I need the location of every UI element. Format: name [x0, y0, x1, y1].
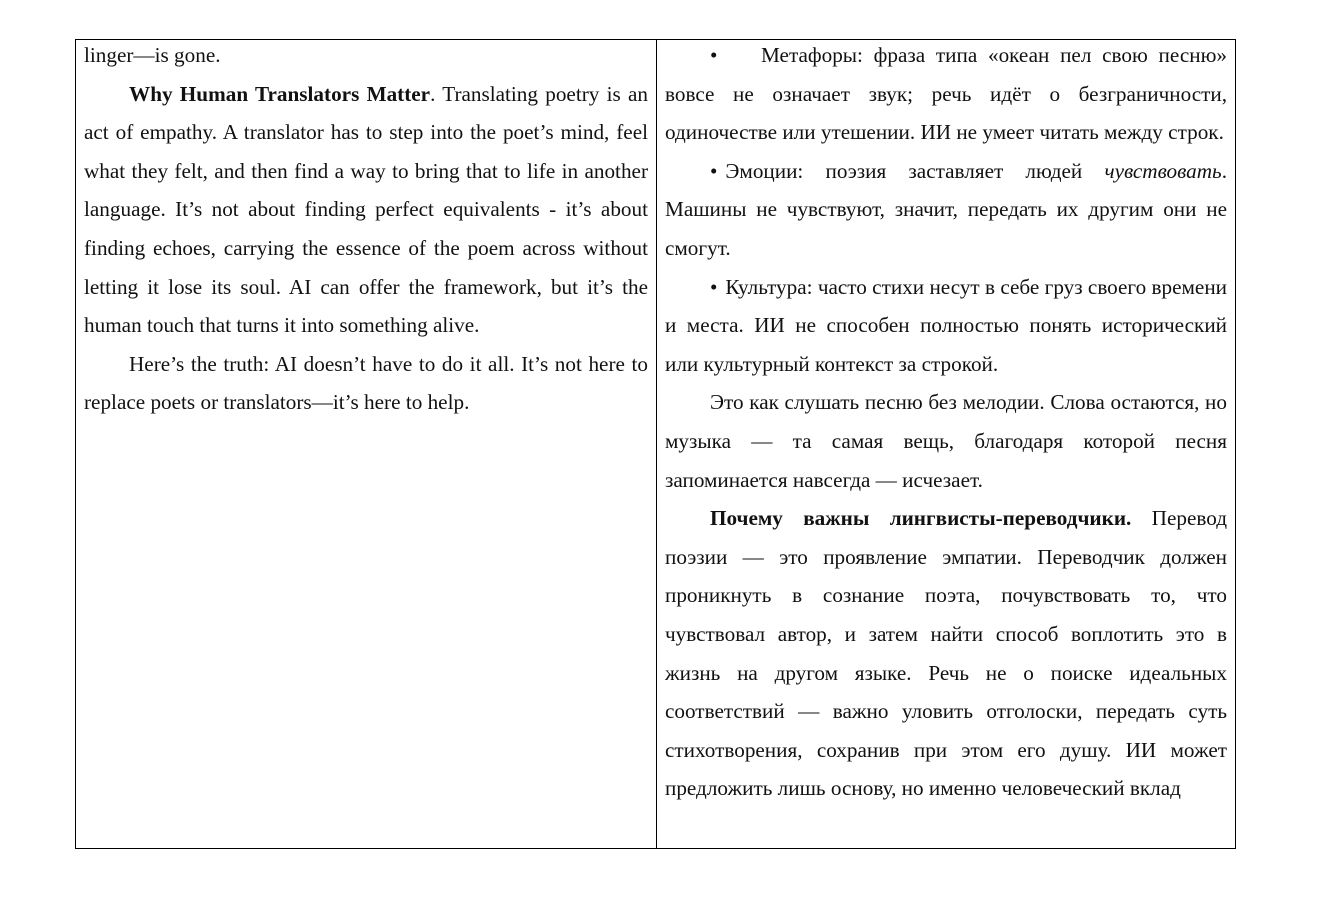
bullet-culture: [665, 268, 1227, 384]
bullet-text-end: . Машины не чувствуют, значит, передать их другим они не смогут.: [665, 158, 1227, 260]
heading-why-linguists: Почему важны лингвисты-переводчики.: [710, 506, 1132, 531]
bullet-text: Метафоры: фраза типа «океан пел свою песню» вовсе не означает звук; речь идёт о безграничности, одиночестве или утешении. ИИ не умеет читать между строк.: [665, 43, 1227, 145]
heading-why-human-translators: Why Human Translators Matter: [129, 81, 431, 106]
paragraph-body: Перевод поэзии — это проявление эмпатии. Переводчик должен проникнуть в сознание поэта, почувствовать то, что чувствовал автор, и затем найти способ воплотить это в жизнь на другом языке. Речь не о поиске идеальных соответствий — важно уловить отголоски, передать суть стихотворения, сохранив при этом его душу. ИИ может предложить лишь основу, но именно человеческий вклад: [665, 506, 1228, 801]
bullet-emotions: [665, 152, 1227, 268]
paragraph-linger: linger—is gone.: [84, 43, 221, 67]
bullet-metaphors: [665, 40, 1227, 152]
document-table: [75, 39, 1236, 849]
english-column: [76, 40, 656, 848]
italic-word: чувствовать: [1104, 158, 1222, 183]
paragraph-why-human-translators: [84, 75, 648, 345]
bullet-text: Эмоции: поэзия заставляет людей: [725, 158, 1105, 183]
russian-column: [656, 40, 1235, 848]
paragraph-song-without-melody: Это как слушать песню без мелодии. Слова остаются, но музыка — та самая вещь, благодаря которой песня запоминается навсегда — исчезает.: [665, 390, 1227, 492]
paragraph-why-linguists: [665, 499, 1227, 808]
bullet-icon: •: [710, 274, 718, 299]
bullet-text: Культура: часто стихи несут в себе груз своего времени и места. ИИ не способен полностью понять исторический или культурный контекст за строкой.: [665, 274, 1227, 376]
paragraph-body: . Translating poetry is an act of empathy. A translator has to step into the poet’s mind, feel what they felt, and then find a way to bring that to life in another language. It’s not about finding perfect equivalents - it’s about finding echoes, carrying the essence of the poem across without letting it lose its soul. AI can offer the framework, but it’s the human touch that turns it into something alive.: [84, 81, 648, 338]
bullet-icon: •: [710, 158, 718, 183]
bullet-icon: •: [710, 43, 718, 67]
paragraph-truth: Here’s the truth: AI doesn’t have to do it all. It’s not here to replace poets or translators—it’s here to help.: [84, 351, 648, 415]
